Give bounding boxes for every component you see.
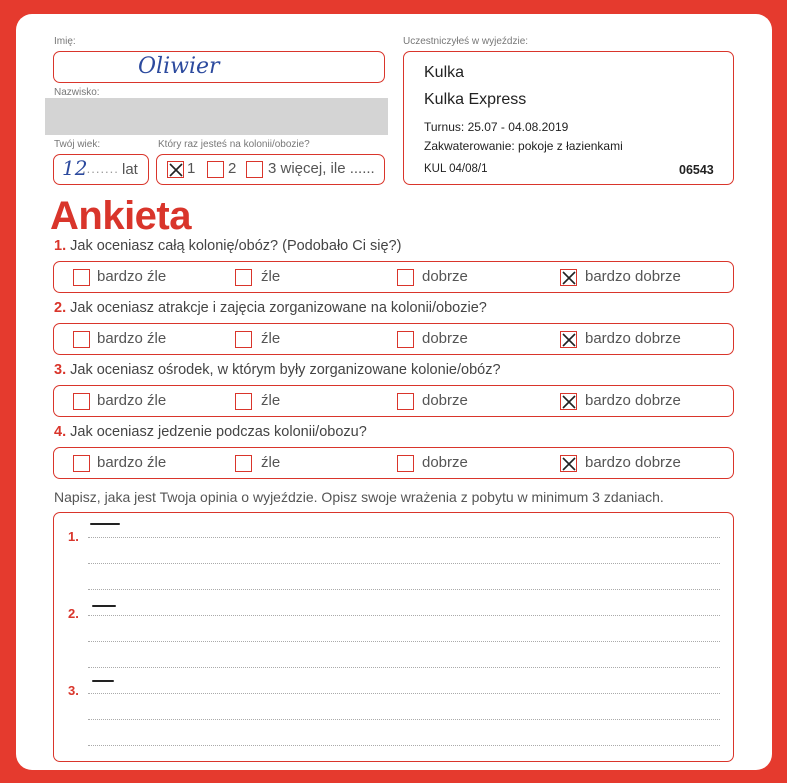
q1-option-bardzo-dobrze: bardzo dobrze xyxy=(585,268,681,285)
trip-turnus: Turnus: 25.07 - 04.08.2019 xyxy=(424,120,569,134)
ktory-raz-label: Który raz jesteś na kolonii/obozie? xyxy=(158,139,310,150)
ktory-raz-field xyxy=(156,154,385,185)
question-4-options xyxy=(53,447,734,479)
ktory-raz-option-3: 3 więcej, ile ...... xyxy=(268,160,375,177)
question-2-number: 2. xyxy=(54,300,67,316)
ktory-raz-checkbox-2[interactable] xyxy=(207,161,224,178)
q2-checkbox-bardzo-dobrze[interactable] xyxy=(560,331,577,348)
q3-checkbox-zle[interactable] xyxy=(235,393,252,410)
q4-option-dobrze: dobrze xyxy=(422,454,468,471)
opinion-prompt: Napisz, jaka jest Twoja opinia o wyjeździe. Opisz swoje wrażenia z pobytu w minimum 3 zdaniach. xyxy=(54,489,664,505)
question-3-number: 3. xyxy=(54,362,67,378)
opinion-line xyxy=(88,589,720,590)
trip-name: Kulka xyxy=(424,64,465,81)
check-mark-icon xyxy=(560,331,577,348)
opinion-line xyxy=(88,667,720,668)
check-mark-icon xyxy=(560,393,577,410)
check-mark-icon xyxy=(167,161,184,178)
trip-name-2: Kulka Express xyxy=(424,91,527,108)
opinion-line-3-dash xyxy=(92,680,114,682)
wiek-value: 12 xyxy=(62,156,88,180)
question-3 xyxy=(54,362,501,378)
opinion-box[interactable] xyxy=(53,512,734,762)
q3-option-dobrze: dobrze xyxy=(422,392,468,409)
q2-option-bardzo-zle: bardzo źle xyxy=(97,330,167,347)
nazwisko-label: Nazwisko: xyxy=(54,87,100,98)
opinion-line xyxy=(88,745,720,746)
opinion-line xyxy=(88,693,720,694)
opinion-line-3-number: 3. xyxy=(68,683,79,698)
q1-checkbox-bardzo-zle[interactable] xyxy=(73,269,90,286)
question-1-options xyxy=(53,261,734,293)
question-1 xyxy=(54,238,401,254)
q4-checkbox-dobrze[interactable] xyxy=(397,455,414,472)
question-4-number: 4. xyxy=(54,424,67,440)
q2-option-bardzo-dobrze: bardzo dobrze xyxy=(585,330,681,347)
page-title: Ankieta xyxy=(50,194,191,238)
q1-checkbox-bardzo-dobrze[interactable] xyxy=(560,269,577,286)
question-2 xyxy=(54,300,487,316)
q1-option-bardzo-zle: bardzo źle xyxy=(97,268,167,285)
question-3-options xyxy=(53,385,734,417)
wiek-field[interactable] xyxy=(53,154,149,185)
q2-checkbox-zle[interactable] xyxy=(235,331,252,348)
q4-checkbox-bardzo-dobrze[interactable] xyxy=(560,455,577,472)
ktory-raz-checkbox-3[interactable] xyxy=(246,161,263,178)
opinion-line-2-number: 2. xyxy=(68,606,79,621)
q1-checkbox-dobrze[interactable] xyxy=(397,269,414,286)
q3-option-zle: źle xyxy=(261,392,281,409)
q1-option-dobrze: dobrze xyxy=(422,268,468,285)
question-1-number: 1. xyxy=(54,238,67,254)
opinion-line xyxy=(88,641,720,642)
check-mark-icon xyxy=(560,455,577,472)
wiek-dots: ........ xyxy=(82,161,119,176)
check-mark-icon xyxy=(560,269,577,286)
imie-value: Oliwier xyxy=(138,54,220,79)
opinion-line xyxy=(88,563,720,564)
q1-checkbox-zle[interactable] xyxy=(235,269,252,286)
q2-checkbox-bardzo-zle[interactable] xyxy=(73,331,90,348)
imie-label: Imię: xyxy=(54,36,76,47)
question-2-options xyxy=(53,323,734,355)
ktory-raz-checkbox-1[interactable] xyxy=(167,161,184,178)
opinion-line xyxy=(88,719,720,720)
q1-option-zle: źle xyxy=(261,268,281,285)
wiek-label: Twój wiek: xyxy=(54,139,101,150)
opinion-line xyxy=(88,615,720,616)
wiek-unit: lat xyxy=(122,161,138,178)
trip-code: KUL 04/08/1 xyxy=(424,163,488,175)
nazwisko-redacted xyxy=(45,98,388,135)
q3-option-bardzo-dobrze: bardzo dobrze xyxy=(585,392,681,409)
q4-option-bardzo-dobrze: bardzo dobrze xyxy=(585,454,681,471)
q4-checkbox-bardzo-zle[interactable] xyxy=(73,455,90,472)
trip-zakwaterowanie: Zakwaterowanie: pokoje z łazienkami xyxy=(424,139,623,153)
q4-option-zle: źle xyxy=(261,454,281,471)
q3-option-bardzo-zle: bardzo źle xyxy=(97,392,167,409)
question-4 xyxy=(54,424,367,440)
survey-sheet xyxy=(16,14,772,770)
question-1-text: Jak oceniasz całą kolonię/obóz? (Podobało Ci się?) xyxy=(70,238,402,254)
q2-option-dobrze: dobrze xyxy=(422,330,468,347)
trip-label: Uczestniczyłeś w wyjeździe: xyxy=(403,36,529,47)
ktory-raz-option-1: 1 xyxy=(187,160,196,177)
question-2-text: Jak oceniasz atrakcje i zajęcia zorganizowane na kolonii/obozie? xyxy=(70,300,487,316)
q2-checkbox-dobrze[interactable] xyxy=(397,331,414,348)
trip-number: 06543 xyxy=(679,163,714,177)
opinion-line xyxy=(88,537,720,538)
q4-checkbox-zle[interactable] xyxy=(235,455,252,472)
q3-checkbox-bardzo-zle[interactable] xyxy=(73,393,90,410)
trip-box xyxy=(403,51,734,185)
ktory-raz-option-2: 2 xyxy=(228,160,237,177)
opinion-line-1-number: 1. xyxy=(68,529,79,544)
imie-field[interactable] xyxy=(53,51,385,83)
q2-option-zle: źle xyxy=(261,330,281,347)
question-4-text: Jak oceniasz jedzenie podczas kolonii/obozu? xyxy=(70,424,367,440)
q3-checkbox-bardzo-dobrze[interactable] xyxy=(560,393,577,410)
q3-checkbox-dobrze[interactable] xyxy=(397,393,414,410)
opinion-line-2-dash xyxy=(92,605,116,607)
question-3-text: Jak oceniasz ośrodek, w którym były zorganizowane kolonie/obóz? xyxy=(70,362,501,378)
q4-option-bardzo-zle: bardzo źle xyxy=(97,454,167,471)
opinion-line-1-dash xyxy=(90,523,120,525)
